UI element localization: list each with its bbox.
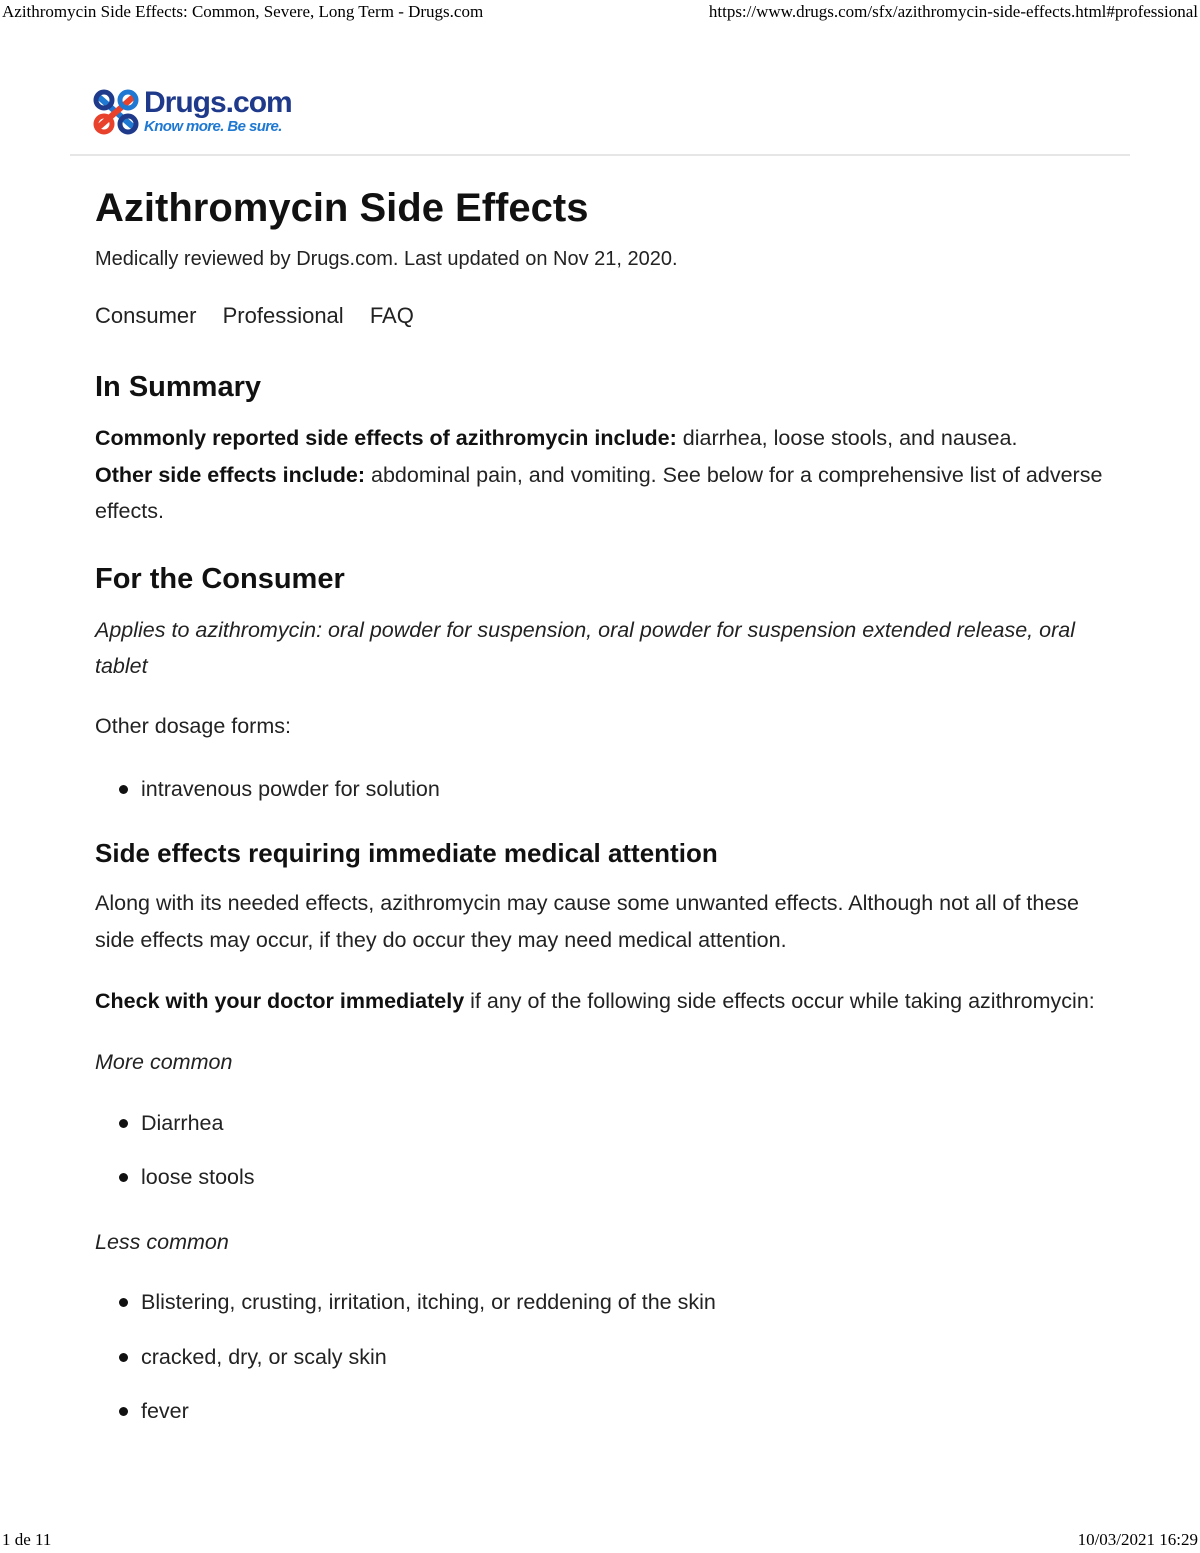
less-common-list [95,1287,1105,1426]
summary-heading: In Summary [95,371,261,403]
more-common-label: More common [95,1049,233,1074]
consumer-heading: For the Consumer [95,562,345,595]
more-common-list [95,1108,1105,1192]
print-header-title: Azithromycin Side Effects: Common, Severe, Long Term - Drugs.com [2,2,484,21]
drugs-com-logo-icon [92,88,140,136]
tab-consumer[interactable]: Consumer [95,303,197,328]
page-title: Azithromycin Side Effects [95,186,589,230]
summary-other-text: abdominal pain, and vomiting. See below for a comprehensive list of adverse effects. [95,462,1103,523]
list-item: fever [95,1396,1105,1426]
review-meta: Medically reviewed by Drugs.com. Last updated on Nov 21, 2020. [95,248,678,270]
print-datetime: 10/03/2021 16:29 [1077,1530,1198,1549]
tab-professional[interactable]: Professional [222,303,344,328]
other-forms-list [95,774,1105,804]
logo-brand-text: Drugs.com [144,86,292,119]
header-divider [70,154,1130,156]
list-item: intravenous powder for solution [95,774,1105,804]
print-header-url: https://www.drugs.com/sfx/azithromycin-side-effects.html#professional [708,2,1198,21]
summary-common-label: Commonly reported side effects of azithromycin include: [95,426,677,450]
summary-text [95,420,1105,530]
list-item: Blistering, crusting, irritation, itching, or reddening of the skin [95,1287,1105,1317]
immediate-intro: Along with its needed effects, azithromycin may cause some unwanted effects. Although not all of these side effects may occur, if they do occur they may need medical attention. [95,891,1080,952]
list-item: loose stools [95,1162,1105,1192]
article [95,182,1105,1426]
list-item: Diarrhea [95,1108,1105,1138]
tab-faq[interactable]: FAQ [369,303,414,328]
less-common-label: Less common [95,1230,229,1254]
immediate-heading: Side effects requiring immediate medical attention [95,838,718,868]
list-item: cracked, dry, or scaly skin [95,1342,1105,1372]
print-header [0,0,1200,26]
print-page-number: 1 de 11 [2,1530,52,1549]
drugs-com-logo[interactable] [92,88,312,138]
logo-tagline: Know more. Be sure. [144,118,282,135]
summary-common-text: diarrhea, loose stools, and nausea. [676,426,1018,450]
check-doctor-rest: if any of the following side effects occur while taking azithromycin: [464,989,1095,1013]
check-doctor-text [95,983,1105,1020]
other-forms-label: Other dosage forms: [95,713,291,738]
check-doctor-bold: Check with your doctor immediately [95,989,465,1013]
section-tabs [95,301,1105,331]
summary-other-label: Other side effects include: [95,462,366,487]
print-footer [0,1530,1200,1552]
applies-text: Applies to azithromycin: oral powder for suspension, oral powder for suspension extended release, oral tablet [95,617,1075,678]
